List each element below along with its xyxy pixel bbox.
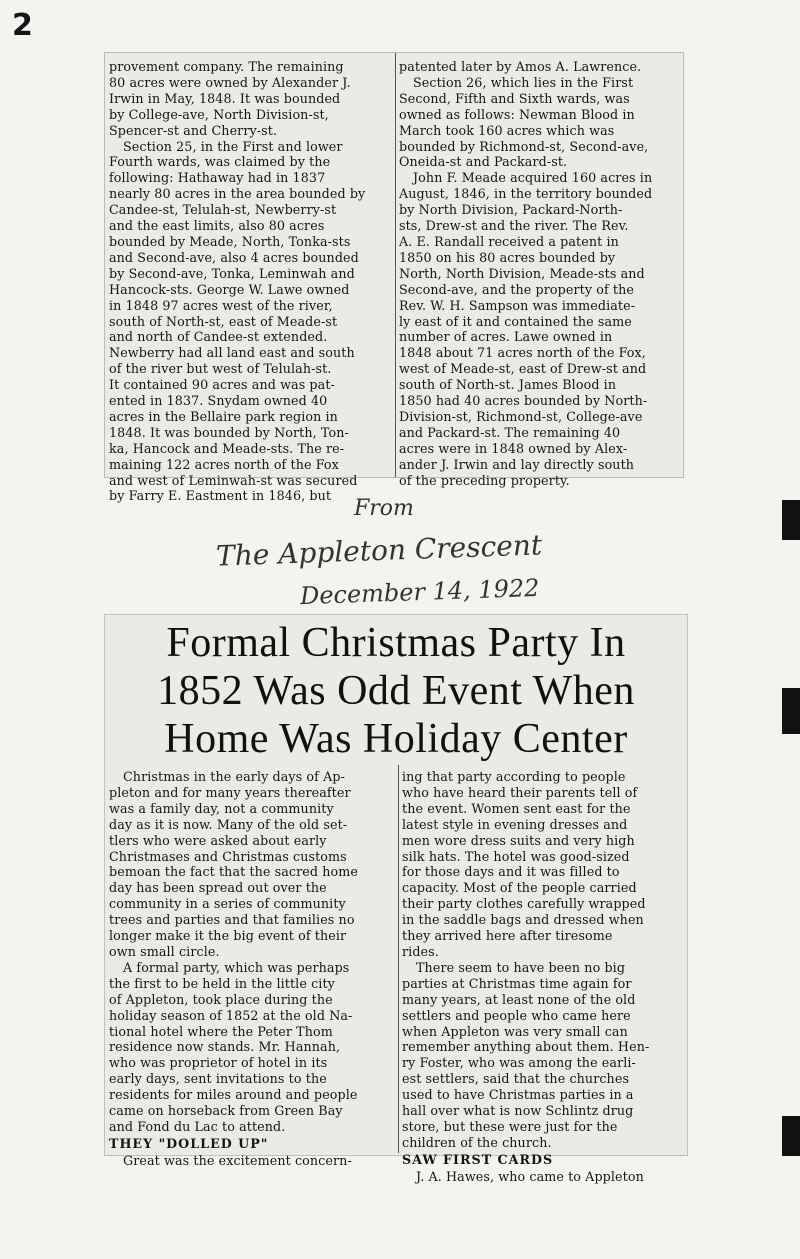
handwritten-from: From bbox=[354, 496, 414, 521]
handwritten-date: December 14, 1922 bbox=[299, 573, 540, 611]
paragraph: patented later by Amos A. Lawrence. bbox=[399, 59, 642, 74]
paragraph: provement company. The remaining 80 acres were owned by Alexander J. Irwin in May, 1848. It was bounded by College-ave, North Division-st, Spencer-st and Cherry-st. bbox=[109, 59, 351, 138]
paragraph: John F. Meade acquired 160 acres in August, 1846, in the territory bounded by North Division, Packard-North- sts, Drew-st and the river. The Rev. A. E. Randall received a patent in 1850 on his 80 acres bounded by North, North Division, Meade-sts and Second-ave, and the property of the Rev. W. H. Sampson was immediate- ly east of it and contained the same number of acres. Lawe owned in 1848 about 71 acres north of the Fox, west of Meade-st, east of Drew-st and south of North-st. James Blood in 1850 had 40 acres bounded by North- Division-st, Richmond-st, College-ave and Packard-st. The remaining 40 acres were in 1848 owned by Alex- ander J. Irwin and lay directly south of the preceding property. bbox=[399, 170, 653, 488]
paragraph: There seem to have been no big parties at Christmas time again for many years, at least none of the old settlers and people who came here when Appleton was very small can remember anything about them. Hen- ry Foster, who was among the earli- est settlers, said that the churches used to have Christmas parties in a hall over what is now Schlintz drug store, but these were just for the children of the church. bbox=[402, 959, 650, 1150]
paragraph: Section 26, which lies in the First Second, Fifth and Sixth wards, was owned as follows: Newman Blood in March took 160 acres which was bounded by Richmond-st, Second-ave, Oneida-st and Packard-st. bbox=[399, 74, 649, 170]
top-clipping bbox=[104, 52, 684, 504]
top-right-column bbox=[399, 59, 681, 488]
paragraph: ing that party according to people who have heard their parents tell of the event. Women sent east for the latest style in evening dresses and men wore dress suits and very high silk hats. The hotel was good-sized for those days and it was filled to capacity. Most of the people carried their party clothes carefully wrapped in the saddle bags and dressed when they arrived here after tiresome rides. bbox=[402, 769, 646, 959]
subhead-saw-first-cards: SAW FIRST CARDS bbox=[402, 1151, 554, 1167]
binder-mark-top bbox=[782, 500, 800, 540]
subhead-they-dolled-up: THEY "DOLLED UP" bbox=[109, 1135, 269, 1151]
top-left-column bbox=[109, 59, 391, 504]
binder-mark-bottom bbox=[782, 1116, 800, 1156]
article-right-column bbox=[402, 769, 684, 1184]
paragraph: J. A. Hawes, who came to Appleton bbox=[416, 1168, 644, 1184]
paragraph: Section 25, in the First and lower Fourth wards, was claimed by the following: Hathaway had in 1837 nearly 80 acres in the area bounded by Candee-st, Telulah-st, Newberry-st and the east limits, also 80 acres bounded by Meade, North, Tonka-sts and Second-ave, also 4 acres bounded by Second-ave, Tonka, Leminwah and Hancock-sts. George W. Lawe owned in 1848 97 acres west of the river, south of North-st, east of Meade-st and north of Candee-st extended. Newberry had all land east and south of the river but west of Telulah-st. It contained 90 acres and was pat- ented in 1837. Snydam owned 40 acres in the Bellaire park region in 1848. It was bounded by North, Ton- ka, Hancock and Meade-sts. The re- maining 122 acres north of the Fox and west of Leminwah-st was secured by Farry E. Eastment in 1846, but bbox=[109, 138, 366, 504]
handwritten-source: The Appleton Crescent bbox=[215, 528, 543, 573]
paragraph: A formal party, which was perhaps the first to be held in the little city of Appleton, took place during the holiday season of 1852 at the old Na- tional hotel where the Peter Thom residence now stands. Mr. Hannah, who was proprietor of hotel in its early days, sent invitations to the residents for miles around and people came on horseback from Green Bay and Fond du Lac to attend. bbox=[109, 959, 358, 1134]
binder-mark-middle bbox=[782, 688, 800, 734]
headline-line-3: Home Was Holiday Center bbox=[164, 716, 628, 762]
column-divider bbox=[398, 765, 399, 1153]
page-number: 2 bbox=[12, 8, 33, 43]
paragraph: Christmas in the early days of Ap- pleton and for many years thereafter was a family day, not a community day as it is now. Many of the old set- tlers who were asked about early Christmases and Christmas customs bemoan the fact that the sacred home day has been spread out over the community in a series of community trees and parties and that families no longer make it the big event of their own small circle. bbox=[109, 769, 359, 959]
headline-line-1: Formal Christmas Party In bbox=[166, 620, 626, 666]
paragraph: Great was the excitement concern- bbox=[123, 1152, 352, 1168]
headline-line-2: 1852 Was Odd Event When bbox=[157, 668, 635, 714]
article-clipping bbox=[104, 614, 688, 1184]
column-divider bbox=[395, 53, 396, 477]
article-left-column bbox=[109, 769, 395, 1168]
